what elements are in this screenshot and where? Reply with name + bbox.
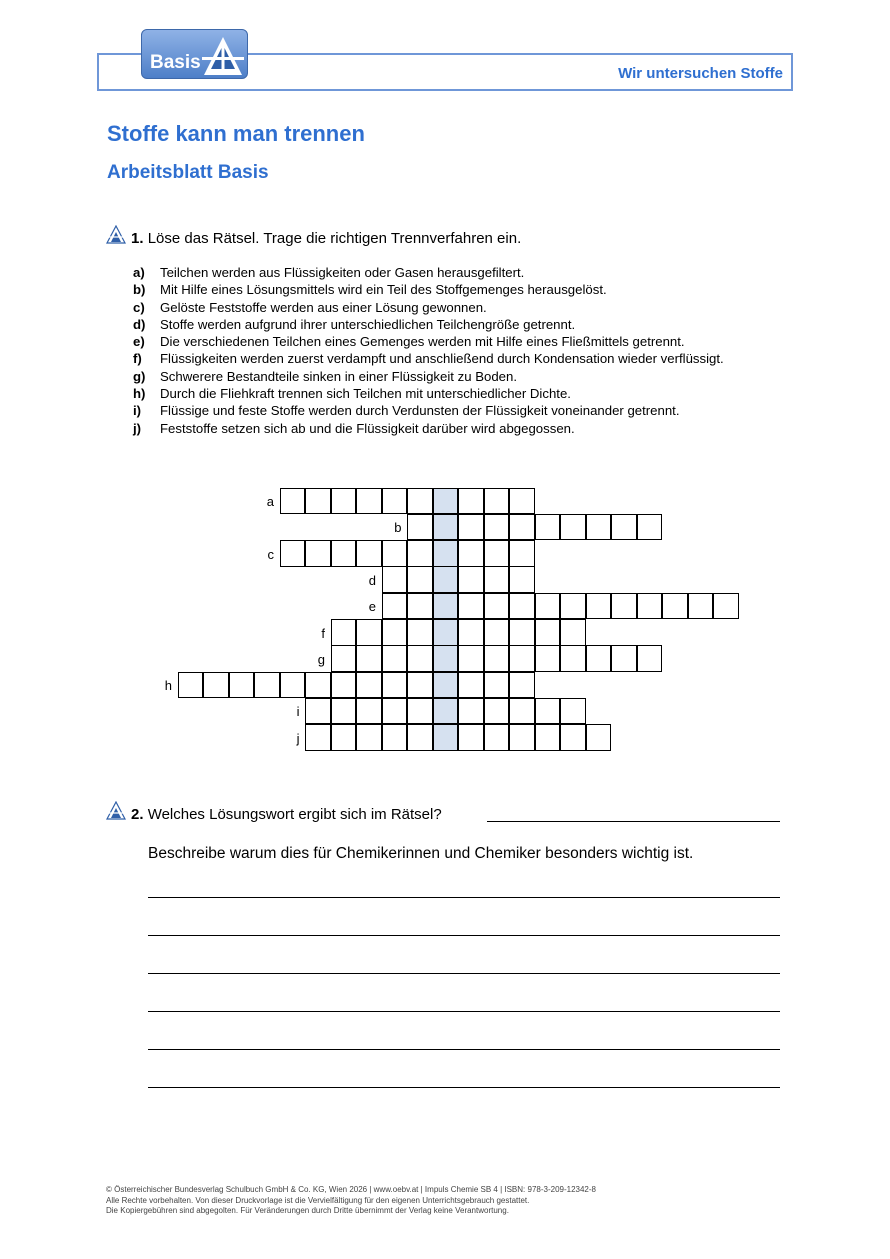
clue-item xyxy=(133,316,793,333)
crossword-cell[interactable] xyxy=(484,488,510,515)
crossword-cell[interactable] xyxy=(407,724,433,751)
crossword-cell[interactable] xyxy=(331,488,357,515)
crossword-cell[interactable] xyxy=(484,566,510,593)
crossword-cell[interactable] xyxy=(535,514,561,541)
crossword-cell[interactable] xyxy=(407,566,433,593)
clue-text: Feststoffe setzen sich ab und die Flüssigkeit darüber wird abgegossen. xyxy=(160,420,575,436)
task2-heading xyxy=(131,806,442,823)
crossword-cell[interactable] xyxy=(484,724,510,751)
crossword-cell[interactable] xyxy=(560,698,586,725)
crossword-cell[interactable] xyxy=(509,672,535,699)
crossword-cell[interactable] xyxy=(305,540,331,567)
crossword-solution-cell[interactable] xyxy=(433,540,459,567)
crossword-cell[interactable] xyxy=(535,724,561,751)
clue-letter: a) xyxy=(133,265,145,280)
writing-line[interactable] xyxy=(148,1011,780,1012)
clue-letter: g) xyxy=(133,368,146,384)
crossword-cell[interactable] xyxy=(382,619,408,646)
crossword-cell[interactable] xyxy=(407,488,433,515)
crossword-cell[interactable] xyxy=(382,593,408,620)
crossword-row-label: f xyxy=(321,625,325,641)
crossword-row-label: g xyxy=(317,651,325,667)
clue-letter: h) xyxy=(133,386,146,402)
crossword-cell[interactable] xyxy=(458,593,484,620)
clue-text: Gelöste Feststoffe werden aus einer Lösung gewonnen. xyxy=(160,299,487,315)
writing-line[interactable] xyxy=(148,935,780,936)
crossword-cell[interactable] xyxy=(280,488,306,515)
crossword-cell[interactable] xyxy=(484,645,510,672)
crossword-cell[interactable] xyxy=(611,514,637,541)
crossword-cell[interactable] xyxy=(407,645,433,672)
crossword-cell[interactable] xyxy=(458,672,484,699)
crossword-cell[interactable] xyxy=(305,672,331,699)
clue-item xyxy=(133,281,793,298)
crossword-cell[interactable] xyxy=(356,619,382,646)
crossword-cell[interactable] xyxy=(382,488,408,515)
crossword-cell[interactable] xyxy=(637,593,663,620)
crossword-row-label: h xyxy=(164,678,172,694)
crossword-cell[interactable] xyxy=(509,645,535,672)
crossword-cell[interactable] xyxy=(382,566,408,593)
crossword-cell[interactable] xyxy=(331,619,357,646)
crossword-cell[interactable] xyxy=(356,698,382,725)
task2-instruction: Beschreibe warum dies für Chemikerinnen und Chemiker besonders wichtig ist. xyxy=(148,845,694,862)
crossword-cell[interactable] xyxy=(586,645,612,672)
crossword-cell[interactable] xyxy=(535,698,561,725)
clue-item xyxy=(133,420,793,437)
crossword-cell[interactable] xyxy=(484,672,510,699)
task1-number: 1. xyxy=(131,230,144,247)
crossword-cell[interactable] xyxy=(560,645,586,672)
crossword-cell[interactable] xyxy=(458,619,484,646)
crossword-cell[interactable] xyxy=(458,540,484,567)
crossword-row-label: a xyxy=(266,494,274,509)
crossword-cell[interactable] xyxy=(611,593,637,620)
crossword-cell[interactable] xyxy=(331,645,357,672)
crossword-cell[interactable] xyxy=(407,619,433,646)
crossword-solution-cell[interactable] xyxy=(433,724,459,751)
crossword-cell[interactable] xyxy=(458,645,484,672)
crossword-cell[interactable] xyxy=(407,672,433,699)
clue-letter: f) xyxy=(133,351,142,367)
crossword-solution-cell[interactable] xyxy=(433,488,459,515)
task2-question: Welches Lösungswort ergibt sich im Rätsel? xyxy=(147,806,442,823)
crossword-cell[interactable] xyxy=(484,514,510,541)
writing-line[interactable] xyxy=(148,897,780,898)
crossword-solution-cell[interactable] xyxy=(433,593,459,620)
crossword-cell[interactable] xyxy=(713,593,739,620)
crossword-cell[interactable] xyxy=(331,540,357,567)
clue-text: Flüssige und feste Stoffe werden durch Verdunsten der Flüssigkeit voneinander getrennt. xyxy=(160,403,680,419)
crossword-cell[interactable] xyxy=(484,698,510,725)
crossword-cell[interactable] xyxy=(509,488,535,515)
crossword-cell[interactable] xyxy=(356,488,382,515)
crossword-cell[interactable] xyxy=(356,672,382,699)
clue-text: Mit Hilfe eines Lösungsmittels wird ein Teil des Stoffgemenges herausgelöst. xyxy=(160,282,607,298)
task-triangle-icon xyxy=(106,225,126,244)
crossword-cell[interactable] xyxy=(178,672,204,699)
footer xyxy=(106,1185,596,1217)
clue-letter: c) xyxy=(133,299,145,315)
clue-list xyxy=(133,264,793,437)
clue-letter: j) xyxy=(133,420,142,436)
task-triangle-icon xyxy=(106,801,126,820)
crossword-cell[interactable] xyxy=(586,724,612,751)
crossword-solution-cell[interactable] xyxy=(433,698,459,725)
writing-line[interactable] xyxy=(148,1087,780,1088)
crossword-cell[interactable] xyxy=(509,540,535,567)
crossword-cell[interactable] xyxy=(331,672,357,699)
triangle-logo-icon xyxy=(202,35,244,77)
crossword-cell[interactable] xyxy=(407,593,433,620)
clue-item xyxy=(133,350,793,367)
crossword-cell[interactable] xyxy=(254,672,280,699)
crossword-cell[interactable] xyxy=(407,698,433,725)
crossword-solution-cell[interactable] xyxy=(433,672,459,699)
crossword-cell[interactable] xyxy=(305,724,331,751)
crossword-cell[interactable] xyxy=(229,672,255,699)
crossword-cell[interactable] xyxy=(637,645,663,672)
writing-line[interactable] xyxy=(148,973,780,974)
logo-text: Basis xyxy=(150,52,201,73)
crossword-cell[interactable] xyxy=(203,672,229,699)
clue-letter: b) xyxy=(133,282,146,298)
crossword-solution-cell[interactable] xyxy=(433,514,459,541)
crossword-cell[interactable] xyxy=(535,645,561,672)
clue-item xyxy=(133,368,793,385)
crossword-cell[interactable] xyxy=(509,566,535,593)
clue-item xyxy=(133,385,793,402)
crossword-solution-cell[interactable] xyxy=(433,645,459,672)
crossword-cell[interactable] xyxy=(382,724,408,751)
crossword-cell[interactable] xyxy=(484,619,510,646)
clue-text: Die verschiedenen Teilchen eines Gemenges werden mit Hilfe eines Fließmittels getrennt. xyxy=(160,334,685,350)
crossword-cell[interactable] xyxy=(688,593,714,620)
crossword-cell[interactable] xyxy=(356,724,382,751)
crossword-cell[interactable] xyxy=(637,514,663,541)
crossword-cell[interactable] xyxy=(560,593,586,620)
crossword-row-label: d xyxy=(368,572,376,588)
crossword-row-label: j xyxy=(296,730,300,746)
clue-letter: d) xyxy=(133,316,146,332)
page-title: Stoffe kann man trennen xyxy=(107,121,365,146)
crossword-solution-cell[interactable] xyxy=(433,619,459,646)
clue-letter: e) xyxy=(133,334,145,350)
footer-fees: Die Kopiergebühren sind abgegolten. Für Veränderungen durch Dritte übernimmt der Verlag keine Verantwortung. xyxy=(106,1206,509,1215)
basis-logo xyxy=(141,29,248,79)
clue-letter: i) xyxy=(133,403,142,419)
crossword-cell[interactable] xyxy=(280,540,306,567)
crossword-solution-cell[interactable] xyxy=(433,566,459,593)
crossword-cell[interactable] xyxy=(458,698,484,725)
crossword-cell[interactable] xyxy=(331,698,357,725)
footer-copyright: © Österreichischer Bundesverlag Schulbuch GmbH & Co. KG, Wien 2026 | www.oebv.at | Impuls Chemie SB 4 | ISBN: 978-3-209-12342-8 xyxy=(106,1185,596,1194)
crossword-cell[interactable] xyxy=(382,698,408,725)
footer-rights: Alle Rechte vorbehalten. Von dieser Druckvorlage ist die Vervielfältigung für den eigenen Unterrichtsgebrauch gestattet. xyxy=(106,1195,530,1205)
clue-item xyxy=(133,299,793,316)
task1-text: Löse das Rätsel. Trage die richtigen Trennverfahren ein. xyxy=(147,230,522,247)
crossword-cell[interactable] xyxy=(458,566,484,593)
crossword-cell[interactable] xyxy=(509,514,535,541)
crossword-cell[interactable] xyxy=(280,672,306,699)
topic-label: Wir untersuchen Stoffe xyxy=(618,65,783,82)
crossword-row-label: e xyxy=(368,599,376,615)
clue-text: Schwerere Bestandteile sinken in einer Flüssigkeit zu Boden. xyxy=(160,368,517,384)
crossword-cell[interactable] xyxy=(560,514,586,541)
answer-line-solution[interactable] xyxy=(487,821,780,822)
crossword-cell[interactable] xyxy=(458,724,484,751)
crossword-cell[interactable] xyxy=(458,488,484,515)
crossword-cell[interactable] xyxy=(662,593,688,620)
crossword-row-label: c xyxy=(267,546,274,562)
crossword-cell[interactable] xyxy=(509,593,535,620)
clue-text: Stoffe werden aufgrund ihrer unterschiedlichen Teilchengröße getrennt. xyxy=(160,316,576,332)
crossword-cell[interactable] xyxy=(305,698,331,725)
task2-number: 2. xyxy=(131,806,144,823)
crossword-cell[interactable] xyxy=(407,514,433,541)
crossword-cell[interactable] xyxy=(305,488,331,515)
clue-item xyxy=(133,333,793,350)
clue-text: Durch die Fliehkraft trennen sich Teilchen mit unterschiedlicher Dichte. xyxy=(160,386,571,402)
crossword-cell[interactable] xyxy=(331,724,357,751)
crossword-cell[interactable] xyxy=(509,698,535,725)
crossword-cell[interactable] xyxy=(535,593,561,620)
crossword-cell[interactable] xyxy=(611,645,637,672)
crossword-cell[interactable] xyxy=(509,619,535,646)
crossword-cell[interactable] xyxy=(586,514,612,541)
crossword-cell[interactable] xyxy=(382,672,408,699)
task1-heading xyxy=(131,230,521,247)
clue-text: Flüssigkeiten werden zuerst verdampft und anschließend durch Kondensation wieder verflüssigt. xyxy=(160,351,724,367)
crossword-cell[interactable] xyxy=(586,593,612,620)
clue-item xyxy=(133,402,793,419)
crossword-cell[interactable] xyxy=(484,593,510,620)
crossword-cell[interactable] xyxy=(560,724,586,751)
crossword-cell[interactable] xyxy=(484,540,510,567)
writing-line[interactable] xyxy=(148,1049,780,1050)
clue-text: Teilchen werden aus Flüssigkeiten oder Gasen herausgefiltert. xyxy=(160,265,525,280)
page-subtitle: Arbeitsblatt Basis xyxy=(107,162,269,183)
crossword-cell[interactable] xyxy=(382,645,408,672)
crossword-cell[interactable] xyxy=(458,514,484,541)
crossword-cell[interactable] xyxy=(560,619,586,646)
crossword-row-label: b xyxy=(394,520,402,536)
crossword-cell[interactable] xyxy=(356,540,382,567)
crossword-cell[interactable] xyxy=(509,724,535,751)
crossword-cell[interactable] xyxy=(356,645,382,672)
crossword-row-label: i xyxy=(296,704,300,720)
crossword-cell[interactable] xyxy=(535,619,561,646)
crossword-cell[interactable] xyxy=(407,540,433,567)
crossword-cell[interactable] xyxy=(382,540,408,567)
clue-item xyxy=(133,264,793,281)
